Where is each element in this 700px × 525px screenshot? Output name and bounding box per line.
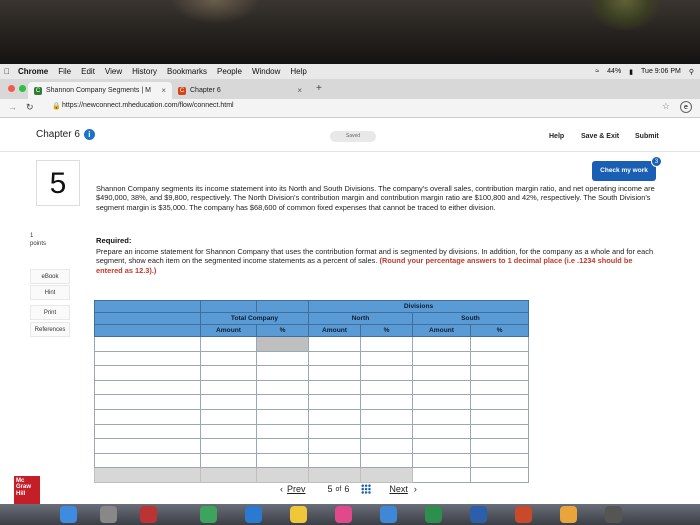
spotlight-icon[interactable]: ⚲ [688,68,694,76]
amount-input[interactable] [309,424,361,439]
percent-input[interactable] [361,409,413,424]
south-header: South [413,313,529,325]
submit-button[interactable]: Submit [635,133,659,140]
percent-input[interactable] [471,366,529,381]
tab-strip [0,79,700,99]
amount-input[interactable] [201,337,257,352]
url-field[interactable]: https://newconnect.mheducation.com/flow/connect.html [62,102,234,109]
amount-input[interactable] [309,409,361,424]
statement-row [95,424,529,439]
amount-input[interactable] [309,453,361,468]
statement-row [95,337,529,352]
amount-input[interactable] [201,366,257,381]
close-window-icon[interactable] [8,85,15,92]
line-item-select[interactable] [95,468,201,483]
tab-title: Chapter 6 [190,87,221,94]
percent-input[interactable] [471,380,529,395]
percent-input[interactable] [471,409,529,424]
question-number: 5 [36,160,80,206]
macos-dock [0,504,700,525]
facetime-icon[interactable] [200,506,217,523]
amount-input[interactable] [201,424,257,439]
percent-input[interactable] [361,439,413,454]
percent-input[interactable] [361,351,413,366]
percent-input[interactable] [361,424,413,439]
itunes-icon[interactable] [335,506,352,523]
amount-input[interactable] [201,453,257,468]
percent-header: % [257,325,309,337]
required-text: Prepare an income statement for Shannon Company that uses the contribution format and is segmented by divisions. In addition, for the company as a whole and for each segment, show each item on the segmented income statements as a percent of sales. [96,247,654,266]
percent-input[interactable] [471,395,529,410]
required-heading: Required: [96,236,132,245]
percent-input[interactable] [257,424,309,439]
menu-window[interactable]: Window [251,67,281,76]
amount-input[interactable] [201,439,257,454]
amount-header: Amount [201,325,257,337]
percent-input[interactable] [257,395,309,410]
amount-input[interactable] [201,468,257,483]
menu-view[interactable]: View [104,67,123,76]
line-item-select[interactable] [95,453,201,468]
battery-icon[interactable]: ▮ [629,68,634,76]
help-button[interactable]: Help [549,133,565,140]
line-item-select[interactable] [95,380,201,395]
percent-input[interactable] [361,366,413,381]
amount-input[interactable] [413,366,471,381]
page-of: of [335,485,342,493]
chapter-label: Chapter 6 [36,129,80,140]
amount-input[interactable] [309,395,361,410]
percent-input[interactable] [257,453,309,468]
tab-shannon-company[interactable] [28,82,172,99]
statement-row [95,395,529,410]
statement-row [95,453,529,468]
screen [0,64,700,504]
amount-input[interactable] [309,337,361,352]
amount-input[interactable] [309,439,361,454]
amount-input[interactable] [201,380,257,395]
chapter-favicon-icon: C [179,87,185,94]
line-item-select[interactable] [95,409,201,424]
tab-close-icon[interactable]: × [297,86,302,95]
percent-input[interactable] [361,337,413,352]
profile-icon[interactable]: e [680,101,692,113]
amount-input[interactable] [309,468,361,483]
percent-input[interactable] [257,380,309,395]
prev-button[interactable]: Prev [287,484,306,494]
percent-input[interactable] [471,453,529,468]
amount-header: Amount [309,325,361,337]
amount-input[interactable] [413,351,471,366]
percent-input[interactable] [257,439,309,454]
header-row-segments [95,313,529,325]
menu-file[interactable]: File [58,67,72,76]
line-item-select[interactable] [95,395,201,410]
monitor-bezel [0,0,700,64]
amount-input[interactable] [413,424,471,439]
amount-header: Amount [413,325,471,337]
calendar-icon[interactable] [140,506,157,523]
launchpad-icon[interactable] [100,506,117,523]
total-company-header: Total Company [201,313,309,325]
line-item-select[interactable] [95,351,201,366]
amount-input[interactable] [413,409,471,424]
reload-icon[interactable]: ↻ [26,102,34,112]
menu-edit[interactable]: Edit [81,67,95,76]
percent-input[interactable] [471,424,529,439]
new-tab-icon[interactable]: + [316,83,322,94]
next-button[interactable]: Next [389,484,408,494]
amount-input[interactable] [201,351,257,366]
tab-chapter-6[interactable] [172,82,308,99]
statement-row-partial [95,468,529,483]
percent-input[interactable] [257,409,309,424]
excel-icon[interactable] [425,506,442,523]
total-pages: 6 [344,484,350,494]
check-my-work-button[interactable]: Check my work [592,161,656,181]
amount-input[interactable] [201,395,257,410]
mcgraw-hill-logo: Mc Graw Hill [14,476,40,504]
macos-menubar [0,64,700,79]
tab-close-icon[interactable]: × [161,86,166,95]
amount-input[interactable] [309,366,361,381]
amount-input[interactable] [309,351,361,366]
menu-help[interactable]: Help [290,67,307,76]
print-button[interactable]: Print [30,305,70,320]
percent-input[interactable] [257,351,309,366]
check-attempts-badge: 3 [651,156,662,167]
current-page: 5 [327,484,333,494]
line-item-select[interactable] [95,439,201,454]
word-icon[interactable] [470,506,487,523]
ebook-button[interactable]: eBook [30,269,70,284]
amount-input[interactable] [413,337,471,352]
statement-row [95,439,529,454]
amount-input[interactable] [413,380,471,395]
divisions-header: Divisions [309,301,529,313]
next-chevron-icon[interactable]: › [413,484,417,494]
percent-input[interactable] [361,395,413,410]
menu-history[interactable]: History [132,67,158,76]
tab-title: Shannon Company Segments | M [46,87,151,94]
clock[interactable]: Tue 9:06 PM [641,68,681,75]
percent-input[interactable] [471,351,529,366]
references-button[interactable]: References [30,322,70,337]
address-bar [0,99,700,118]
question-map-grid-icon[interactable] [361,484,371,494]
lock-icon[interactable]: 🔒 [52,103,61,110]
back-icon[interactable]: → [8,102,17,112]
powerpoint-icon[interactable] [515,506,532,523]
save-exit-button[interactable]: Save & Exit [581,133,620,140]
zoom-window-icon[interactable] [19,85,26,92]
required-instructions [96,247,661,275]
amount-input[interactable] [413,468,471,483]
menubar-status [595,64,694,79]
menu-bookmarks[interactable]: Bookmarks [167,67,208,76]
amount-input[interactable] [413,439,471,454]
statement-row [95,351,529,366]
percent-input[interactable] [257,468,309,483]
room-lamp [170,0,260,24]
statement-row [95,409,529,424]
line-item-select[interactable] [95,366,201,381]
rounding-note: (Round your percentage answers to 1 decimal place (i.e .1234 should be entered as 12.3).) [96,256,633,275]
menu-people[interactable]: People [217,67,242,76]
header-row-columns [95,325,529,337]
mail-icon[interactable] [245,506,262,523]
menubar-app-name[interactable]: Chrome [18,67,49,76]
header-row-divisions [95,301,529,313]
percent-input[interactable] [471,337,529,352]
system-prefs-icon[interactable] [605,506,622,523]
percent-input[interactable] [361,453,413,468]
percent-input[interactable] [257,337,309,352]
problem-statement: Shannon Company segments its income statement into its North and South Divisions. The company's overall sales, contribution margin ratio, and net operating income are $490,000, 38%, and $9,800, respectively. The North Division's contribution margin and contribution margin ratio are $100,800 and 42%, respectively. The South Division's segment margin is $35,000. The company has $68,600 of common fixed expenses that cannot be traced to either division. [96,184,655,212]
appstore-icon[interactable] [380,506,397,523]
line-item-select[interactable] [95,424,201,439]
statement-row [95,380,529,395]
wifi-icon[interactable]: ≈ [595,68,600,75]
statement-row [95,366,529,381]
percent-input[interactable] [257,366,309,381]
percent-input[interactable] [471,439,529,454]
percent-header: % [361,325,413,337]
percent-input[interactable] [361,468,413,483]
amount-input[interactable] [309,380,361,395]
room-plant [590,0,660,30]
chrome-icon[interactable] [560,506,577,523]
amount-input[interactable] [413,453,471,468]
connect-favicon-icon: C [35,87,41,94]
battery-percent: 44% [607,68,622,75]
hint-button[interactable]: Hint [30,285,70,300]
amount-input[interactable] [413,395,471,410]
question-pager [280,484,417,494]
bookmark-star-icon[interactable]: ☆ [661,101,670,111]
north-header: North [309,313,413,325]
finder-icon[interactable] [60,506,77,523]
assignment-header [0,118,700,152]
line-item-select[interactable] [95,337,201,352]
photos-icon[interactable] [290,506,307,523]
prev-chevron-icon[interactable]: ‹ [280,484,283,494]
info-icon[interactable]: i [84,129,95,140]
percent-header: % [471,325,529,337]
percent-input[interactable] [361,380,413,395]
points-box [30,232,46,248]
chapter-title[interactable] [36,129,95,140]
amount-input[interactable] [201,409,257,424]
saved-indicator: Saved [330,131,376,142]
statement-body [95,337,529,483]
apple-menu-icon[interactable] [4,67,12,76]
points-value: 1 [30,233,34,239]
points-label: points [30,241,47,247]
segmented-income-statement [94,300,529,483]
percent-input[interactable] [471,468,529,483]
